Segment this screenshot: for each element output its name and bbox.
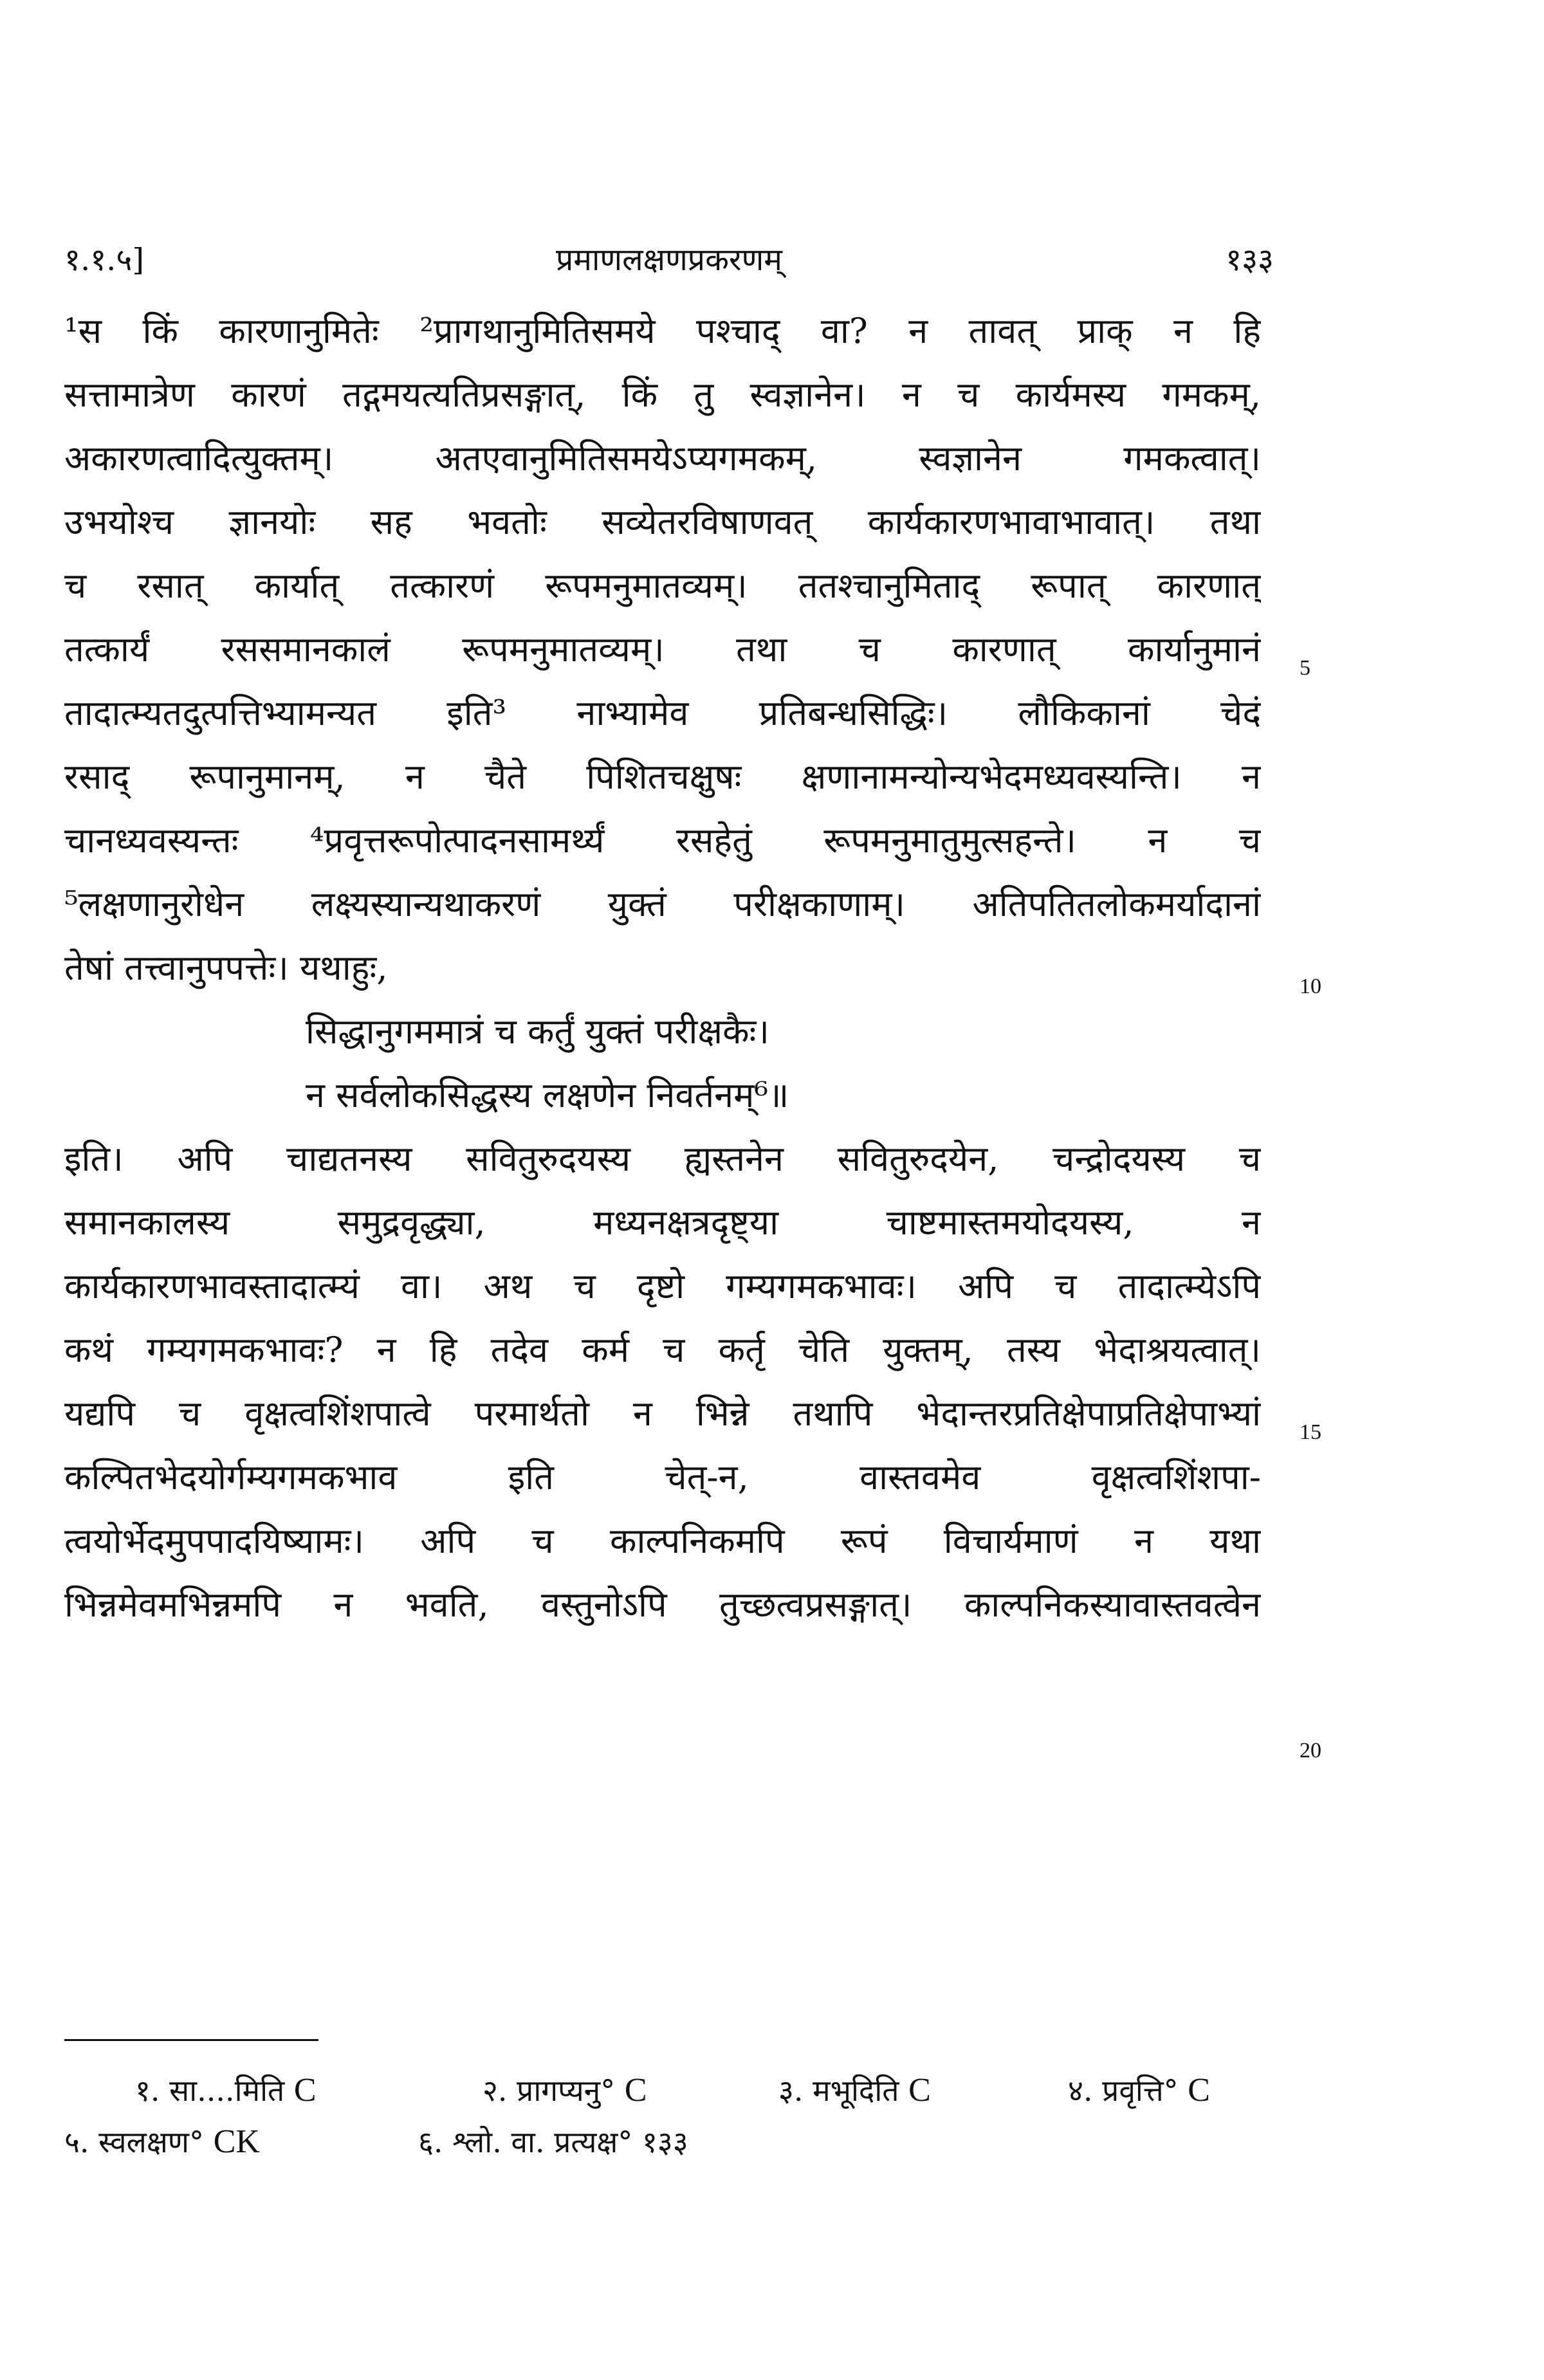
- text-line: यद्यपि च वृक्षत्वशिंशपात्वे परमार्थतो न भिन्ने तथापि भेदान्तरप्रतिक्षेपाप्रतिक्षेपाभ्यां: [64, 1393, 1261, 1434]
- text-line: तेषां तत्त्वानुपपत्तेः। यथाहुः,: [64, 947, 388, 988]
- text-line: समानकालस्य समुद्रवृद्ध्या, मध्यनक्षत्रदृष्ट्या चाष्टमास्तमयोदयस्य, न: [64, 1202, 1261, 1243]
- footnote-3: [778, 2065, 931, 2116]
- text-line: ⁵लक्षणानुरोधेन लक्ष्यस्यान्यथाकरणं युक्तं परीक्षकाणाम्। अतिपतितलोकमर्यादानां: [64, 884, 1261, 924]
- footnote-6: [418, 2116, 688, 2168]
- text-line: तादात्म्यतदुत्पत्तिभ्यामन्यत इति³ नाभ्यामेव प्रतिबन्धसिद्धिः। लौकिकानां चेदं: [64, 693, 1261, 733]
- text-line: कथं गम्यगमकभावः? न हि तदेव कर्म च कर्तृ चेति युक्तम्, तस्य भेदाश्रयत्वात्।: [64, 1330, 1261, 1370]
- section-number: १.१.५]: [64, 242, 145, 278]
- line-number: 5: [1300, 656, 1310, 680]
- line-number: 10: [1300, 975, 1321, 998]
- text-line: चानध्यवस्यन्तः ⁴प्रवृत्तरूपोत्पादनसामर्थ्यं रसहेतुं रूपमनुमातुमुत्सहन्ते। न च: [64, 820, 1261, 861]
- text-line: रसाद् रूपानुमानम्, न चैते पिशितचक्षुषः क्षणानामन्योन्यभेदमध्यवस्यन्ति। न: [64, 756, 1261, 797]
- manuscript-siglum: C: [1188, 2072, 1210, 2109]
- line-number: 20: [1300, 1739, 1321, 1762]
- text-line: सत्तामात्रेण कारणं तद्गमयत्यतिप्रसङ्गात्, किं तु स्वज्ञानेन। न च कार्यमस्य गमकम्,: [64, 374, 1261, 415]
- footnote-row: [64, 2116, 1261, 2168]
- line-number: 15: [1300, 1420, 1321, 1444]
- text-line: भिन्नमेवमभिन्नमपि न भवति, वस्तुनोऽपि तुच्छत्वप्रसङ्गात्। काल्पनिकस्यावास्तवत्वेन: [64, 1584, 1261, 1625]
- text-line: त्वयोर्भेदमुपपादयिष्यामः। अपि च काल्पनिकमपि रूपं विचार्यमाणं न यथा: [64, 1521, 1261, 1561]
- text-line: अकारणत्वादित्युक्तम्। अतएवानुमितिसमयेऽप्यगमकम्, स्वज्ञानेन गमकत्वात्।: [64, 438, 1261, 479]
- text-line: इति। अपि चाद्यतनस्य सवितुरुदयस्य ह्यस्तनेन सवितुरुदयेन, चन्द्रोदयस्य च: [64, 1139, 1261, 1179]
- footnote-text: ४. प्रवृत्ति°: [1068, 2073, 1179, 2108]
- verse-line: सिद्धानुगममात्रं च कर्तुं युक्तं परीक्षकैः।: [306, 1011, 769, 1052]
- running-head: [64, 238, 1274, 289]
- footnote-text: ५. स्वलक्षण°: [64, 2125, 205, 2159]
- text-line: तत्कार्यं रससमानकालं रूपमनुमातव्यम्। तथा च कारणात् कार्यानुमानं: [64, 629, 1261, 670]
- text-line: च रसात् कार्यात् तत्कारणं रूपमनुमातव्यम्। ततश्चानुमिताद् रूपात् कारणात्: [64, 565, 1261, 606]
- manuscript-siglum: C: [908, 2072, 931, 2109]
- footnote-rule: [64, 2039, 318, 2041]
- page-number: १३३: [1226, 242, 1274, 278]
- footnotes: [64, 2065, 1261, 2168]
- text-line: कल्पितभेदयोर्गम्यगमकभाव इति चेत्-न, वास्तवमेव वृक्षत्वशिंशपा-: [64, 1457, 1261, 1497]
- chapter-title: प्रमाणलक्षणप्रकरणम्: [555, 242, 783, 278]
- footnote-1: [135, 2065, 317, 2116]
- footnote-text: ६. श्लो. वा. प्रत्यक्ष° १३३: [418, 2125, 688, 2159]
- main-text: [64, 299, 1261, 1636]
- verse-line: न सर्वलोकसिद्धस्य लक्षणेन निवर्तनम्⁶॥: [306, 1075, 789, 1115]
- manuscript-siglum: CK: [213, 2123, 260, 2160]
- footnote-5: [64, 2116, 260, 2168]
- manuscript-siglum: C: [624, 2072, 647, 2109]
- manuscript-siglum: C: [293, 2072, 317, 2109]
- text-line: ¹स किं कारणानुमितेः ²प्रागथानुमितिसमये पश्चाद् वा? न तावत् प्राक् न हि: [64, 311, 1261, 351]
- footnote-text: २. प्रागप्यनु°: [482, 2073, 616, 2108]
- footnote-2: [482, 2065, 647, 2116]
- text-line: उभयोश्च ज्ञानयोः सह भवतोः सव्येतरविषाणवत् कार्यकारणभावाभावात्। तथा: [64, 502, 1261, 542]
- footnote-4: [1068, 2065, 1210, 2116]
- text-line: कार्यकारणभावस्तादात्म्यं वा। अथ च दृष्टो गम्यगमकभावः। अपि च तादात्म्येऽपि: [64, 1266, 1261, 1306]
- footnote-text: ३. मभूदिति: [778, 2073, 899, 2108]
- footnote-row: [64, 2065, 1261, 2116]
- footnote-text: १. सा....मिति: [135, 2073, 285, 2108]
